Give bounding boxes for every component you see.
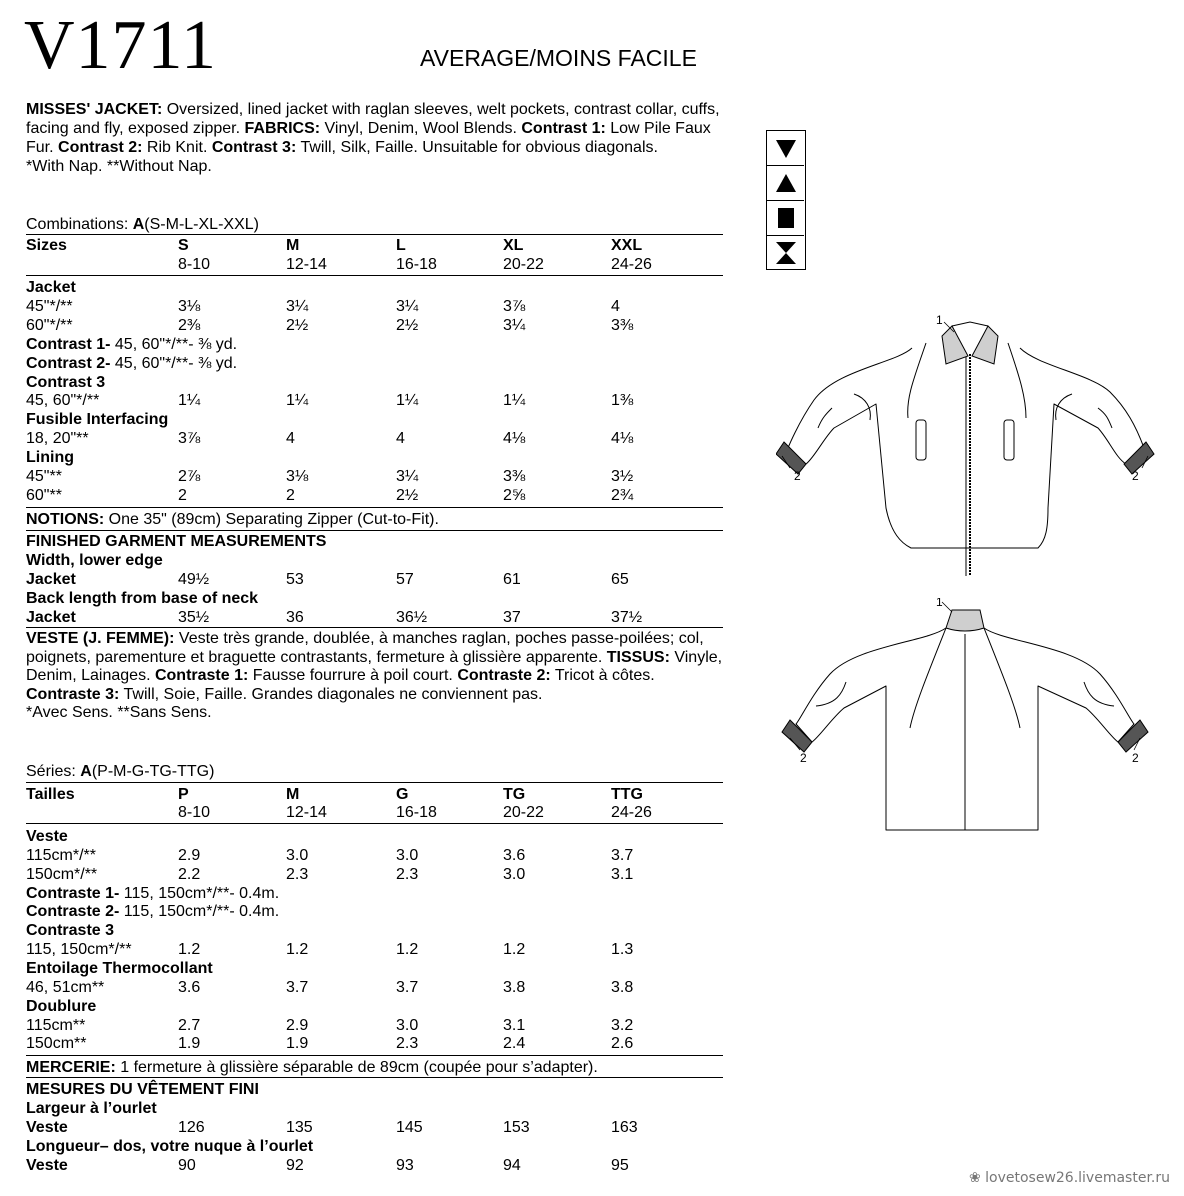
table-divider xyxy=(26,234,723,235)
mercerie-row: MERCERIE: 1 fermeture à glissière séparable de 89cm (coupée pour s’adapter). xyxy=(26,1059,598,1076)
cuff-callout-back-right: 2 xyxy=(1132,751,1139,765)
section-heading: Contrast 3 xyxy=(26,374,106,391)
cuff-callout-right: 2 xyxy=(1132,469,1139,483)
description-english: MISSES' JACKET: Oversized, lined jacket with raglan sleeves, welt pockets, contrast collar, cuffs, facing and fly, exposed zipper. FABRICS: Vinyl, Denim, Wool Blends. Contrast 1: Low Pile Faux Fur. Contrast 2: Rib Knit. Contrast 3: Twill, Silk, Faille. Unsuitable for obvious diagonals. *With Nap. **Without Nap. xyxy=(26,101,720,175)
square-icon xyxy=(767,200,804,235)
combinations-line-french: Séries: A(P-M-G-TG-TTG) xyxy=(26,763,215,780)
table-row: 115cm*/** 2.9 3.0 3.0 3.6 3.7 xyxy=(26,847,634,864)
up-triangle-icon xyxy=(767,165,804,200)
section-heading: MESURES DU VÊTEMENT FINI xyxy=(26,1081,259,1098)
size-header-row: Tailles P M G TG TTG xyxy=(26,786,643,803)
fabric-symbols xyxy=(766,130,806,270)
section-heading: Doublure xyxy=(26,998,97,1015)
section-heading: Entoilage Thermocollant xyxy=(26,960,213,977)
difficulty-label: AVERAGE/MOINS FACILE xyxy=(420,45,697,71)
table-row: 46, 51cm** 3.6 3.7 3.7 3.8 3.8 xyxy=(26,979,634,996)
table-divider xyxy=(26,530,723,531)
section-heading: Width, lower edge xyxy=(26,552,163,569)
table-divider xyxy=(26,1055,723,1056)
cuff-callout-left: 2 xyxy=(794,469,801,483)
table-row: Jacket 49½ 53 57 61 65 xyxy=(26,571,629,588)
flower-icon: ❀ xyxy=(968,1170,986,1186)
section-heading: Lining xyxy=(26,449,74,466)
table-row: Veste 90 92 93 94 95 xyxy=(26,1157,629,1174)
table-row: Jacket 35½ 36 36½ 37 37½ xyxy=(26,609,643,626)
table-row: 45, 60"*/** 1¼ 1¼ 1¼ 1¼ 1⅜ xyxy=(26,392,634,409)
table-divider xyxy=(26,275,723,276)
collar-callout: 1 xyxy=(936,313,943,327)
table-divider xyxy=(26,627,723,628)
down-triangle-icon xyxy=(767,131,804,165)
table-row: 45"** 2⅞ 3⅛ 3¼ 3⅜ 3½ xyxy=(26,468,634,485)
table-row: 18, 20"** 3⅞ 4 4 4⅛ 4⅛ xyxy=(26,430,634,447)
size-range-row: 8-10 12-14 16-18 20-22 24-26 xyxy=(178,256,652,273)
table-row: Contrast 1- 45, 60"*/**- ⅜ yd. xyxy=(26,336,238,353)
collar-callout-back: 1 xyxy=(936,598,943,609)
section-heading: Fusible Interfacing xyxy=(26,411,169,428)
description-french: VESTE (J. FEMME): Veste très grande, doublée, à manches raglan, poches passe-poilées; col, poignets, parementure et braguette contrastants, fermeture à glissière apparente. TISSUS: Vinyle, Denim, Lainages. Contraste 1: Fausse fourrure à poil court. Contraste 2: Tricot à côtes. Contraste 3: Twill, Soie, Faille. Grandes diagonales ne conviennent pas. *Avec Sens. **Sans Sens. xyxy=(26,630,723,721)
table-divider xyxy=(26,1077,723,1078)
table-row: Veste 126 135 145 153 163 xyxy=(26,1119,638,1136)
table-row: 115, 150cm*/** 1.2 1.2 1.2 1.2 1.3 xyxy=(26,941,634,958)
cuff-callout-back-left: 2 xyxy=(800,751,807,765)
table-row: Contraste 1- 115, 150cm*/**- 0.4m. xyxy=(26,885,280,902)
watermark: ❀ lovetosew26.livemaster.ru xyxy=(968,1170,1170,1186)
section-heading: Jacket xyxy=(26,279,76,296)
jacket-back-illustration xyxy=(776,598,1156,848)
section-heading: Contraste 3 xyxy=(26,922,115,939)
table-divider xyxy=(26,823,723,824)
table-divider xyxy=(26,507,723,508)
table-row: 60"** 2 2 2½ 2⅝ 2¾ xyxy=(26,487,634,504)
table-divider xyxy=(26,782,723,783)
section-heading: FINISHED GARMENT MEASUREMENTS xyxy=(26,533,327,550)
table-row: 150cm*/** 2.2 2.3 2.3 3.0 3.1 xyxy=(26,866,634,883)
table-row: 45"*/** 3⅛ 3¼ 3¼ 3⅞ 4 xyxy=(26,298,620,315)
nap-note: *With Nap. **Without Nap. xyxy=(26,158,212,175)
section-heading: Longueur– dos, votre nuque à l’ourlet xyxy=(26,1138,314,1155)
section-heading: Back length from base of neck xyxy=(26,590,259,607)
table-row: Contraste 2- 115, 150cm*/**- 0.4m. xyxy=(26,903,280,920)
table-row: 60"*/** 2⅜ 2½ 2½ 3¼ 3⅜ xyxy=(26,317,634,334)
table-row: Contrast 2- 45, 60"*/**- ⅜ yd. xyxy=(26,355,238,372)
jacket-front-illustration xyxy=(776,308,1156,588)
notions-row: NOTIONS: One 35" (89cm) Separating Zipper (Cut-to-Fit). xyxy=(26,511,439,528)
section-heading: Veste xyxy=(26,828,68,845)
hourglass-icon xyxy=(767,235,804,270)
table-row: 115cm** 2.7 2.9 3.0 3.1 3.2 xyxy=(26,1017,634,1034)
size-header-row: Sizes S M L XL XXL xyxy=(26,237,643,254)
table-row: 150cm** 1.9 1.9 2.3 2.4 2.6 xyxy=(26,1035,634,1052)
pattern-number: V1711 xyxy=(24,7,217,84)
section-heading: Largeur à l’ourlet xyxy=(26,1100,157,1117)
combinations-line: Combinations: A(S-M-L-XL-XXL) xyxy=(26,216,259,233)
size-range-row: 8-10 12-14 16-18 20-22 24-26 xyxy=(178,804,652,821)
